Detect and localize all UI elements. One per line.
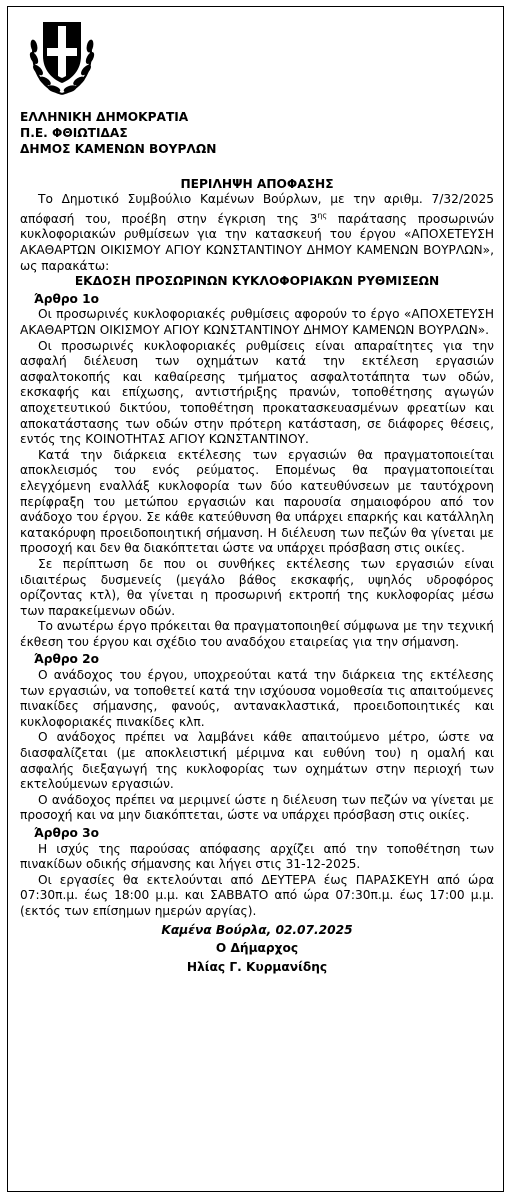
article-paragraph: Οι προσωρινές κυκλοφοριακές ρυθμίσεις είναι απαραίτητες για την ασφαλή διέλευση των οχημάτων κατά την εκτέλεση εργασιών ασφαλτοκοπής και καθαίρεσης τμήματος ασφαλτοτάπητα των οδών, εκσκαφής και επίχωσης, αντιστήριξης πρανών, τοποθέτησης αγωγών αποχετευτικού δικτύου, τοποθέτηση προκατασκευασμένων φρεατίων και αποκατάστασης των οδών στην πρότερη κατάσταση, σε διάφορες θέσεις, εντός της ΚΟΙΝΟΤΗΤΑΣ ΑΓΙΟΥ ΚΩΝΣΤΑΝΤΙΝΟΥ.: [20, 338, 494, 447]
signature-role: Ο Δήμαρχος: [215, 941, 299, 956]
ordinal-superscript: ης: [317, 210, 328, 220]
article-paragraph: Οι εργασίες θα εκτελούνται από ΔΕΥΤΕΡΑ έως ΠΑΡΑΣΚΕΥΗ από ώρα 07:30π.μ. έως 18:00 μ.μ. και ΣΑΒΒΑΤΟ από ώρα 07:30π.μ. έως 17:00 μ.μ. (εκτός των επίσημων ημερών αργίας).: [20, 872, 494, 918]
article-paragraph: Κατά την διάρκεια εκτέλεσης των εργασιών θα πραγματοποιείται αποκλεισμός του ενός ρεύματος. Επομένως θα πραγματοποιείται ελεγχόμενη εναλλάξ κυκλοφορία των δύο κατευθύνσεων με ταυτόχρονη περίφραξη του μετώπου εργασιών και παρουσία σημαιοφόρου από τον ανάδοχο του έργου. Σε κάθε κατεύθυνση θα υπάρχει επαρκής και κατάλληλη κατακόρυφη προειδοποιητική σήμανση. Η διέλευση των πεζών θα γίνεται με προσοχή και δεν θα διακόπτεται ώστε να υπάρχει πρόσβαση στις οικίες.: [20, 447, 494, 556]
article-paragraph: Η ισχύς της παρούσας απόφασης αρχίζει από την τοποθέτηση των πινακίδων οδικής σήμανσης και λήγει στις 31-12-2025.: [20, 841, 494, 872]
article-heading: Άρθρο 2ο: [34, 652, 100, 667]
intro-text: παράτασης προσωρινών κυκλοφοριακών ρυθμίσεων για την κατασκευή του έργου «ΑΠΟΧΕΤΕΥΣΗ ΑΚΑΘΑΡΤΩΝ ΟΙΚΙΣΜΟΥ ΑΓΙΟΥ ΚΩΝΣΤΑΝΤΙΝΟΥ ΔΗΜΟΥ ΚΑΜΕΝΩΝ ΒΟΥΡΛΩΝ», ως παρακάτω:: [20, 211, 494, 273]
intro-text: Το Δημοτικό Συμβούλιο Καμένων Βούρλων, με την αριθμ. 7/32/2025 απόφασή του, προέβη στην έγκριση της 3: [20, 192, 494, 226]
notice-document: [20, 12, 494, 975]
signature-name: Ηλίας Γ. Κυρμανίδης: [186, 959, 328, 974]
section-heading: ΕΚΔΟΣΗ ΠΡΟΣΩΡΙΝΩΝ ΚΥΚΛΟΦΟΡΙΑΚΩΝ ΡΥΘΜΙΣΕΩΝ: [74, 274, 440, 289]
signature-place-date: Καμένα Βούρλα, 02.07.2025: [161, 922, 353, 937]
notice-title: ΠΕΡΙΛΗΨΗ ΑΠΟΦΑΣΗΣ: [180, 176, 334, 191]
article-paragraph: Ο ανάδοχος του έργου, υποχρεούται κατά την διάρκεια της εκτέλεσης των εργασιών, να τοποθετεί κατά την ισχύουσα νομοθεσία τις απαιτούμενες πινακίδες σήμανσης, φανούς, αντανακλαστικά, προειδοποιητικές και κυκλοφοριακές πινακίδες κλπ.: [20, 668, 494, 729]
article-heading: Άρθρο 1ο: [34, 291, 100, 306]
article-paragraph: Σε περίπτωση δε που οι συνθήκες εκτέλεσης των εργασιών είναι ιδιαιτέρως δυσμενείς (μεγάλο βάθος εκσκαφής, υψηλός υδροφόρος ορίζοντας κτλ), θα γίνεται η προσωρινή εκτροπή της κυκλοφορίας μέσω των παρακείμενων οδών.: [20, 556, 494, 618]
authority-line: Π.Ε. ΦΘΙΩΤΙΔΑΣ: [20, 125, 128, 140]
intro-paragraph: [20, 192, 494, 274]
article-paragraph: Ο ανάδοχος πρέπει να λαμβάνει κάθε απαιτούμενο μέτρο, ώστε να διασφαλίζεται (με αποκλειστική μέριμνα και ευθύνη του) η ομαλή και ασφαλής διεξαγωγή της κυκλοφορίας των οχημάτων στην περιοχή των εκτελούμενων εργασιών.: [20, 730, 494, 792]
authority-line: ΔΗΜΟΣ ΚΑΜΕΝΩΝ ΒΟΥΡΛΩΝ: [20, 141, 217, 156]
article-heading: Άρθρο 3ο: [34, 826, 100, 840]
authority-line: ΕΛΛΗΝΙΚΗ ΔΗΜΟΚΡΑΤΙΑ: [20, 109, 189, 124]
greek-coat-of-arms-icon: [26, 12, 98, 98]
issuing-authority: [20, 109, 494, 157]
article-paragraph: Οι προσωρινές κυκλοφοριακές ρυθμίσεις αφορούν το έργο «ΑΠΟΧΕΤΕΥΣΗ ΑΚΑΘΑΡΤΩΝ ΟΙΚΙΣΜΟΥ ΑΓΙΟΥ ΚΩΝΣΤΑΝΤΙΝΟΥ ΔΗΜΟΥ ΚΑΜΕΝΩΝ ΒΟΥΡΛΩΝ».: [20, 307, 494, 337]
article-paragraph: Ο ανάδοχος πρέπει να μεριμνεί ώστε η διέλευση των πεζών να γίνεται με προσοχή και να μην διακόπτεται, ώστε να υπάρχει πρόσβαση στις οικίες.: [20, 792, 494, 823]
article-paragraph: Το ανωτέρω έργο πρόκειται θα πραγματοποιηθεί σύμφωνα με την τεχνική έκθεση του έργου και σχέδιο του αναδόχου εταιρείας για την σήμανση.: [20, 619, 494, 649]
